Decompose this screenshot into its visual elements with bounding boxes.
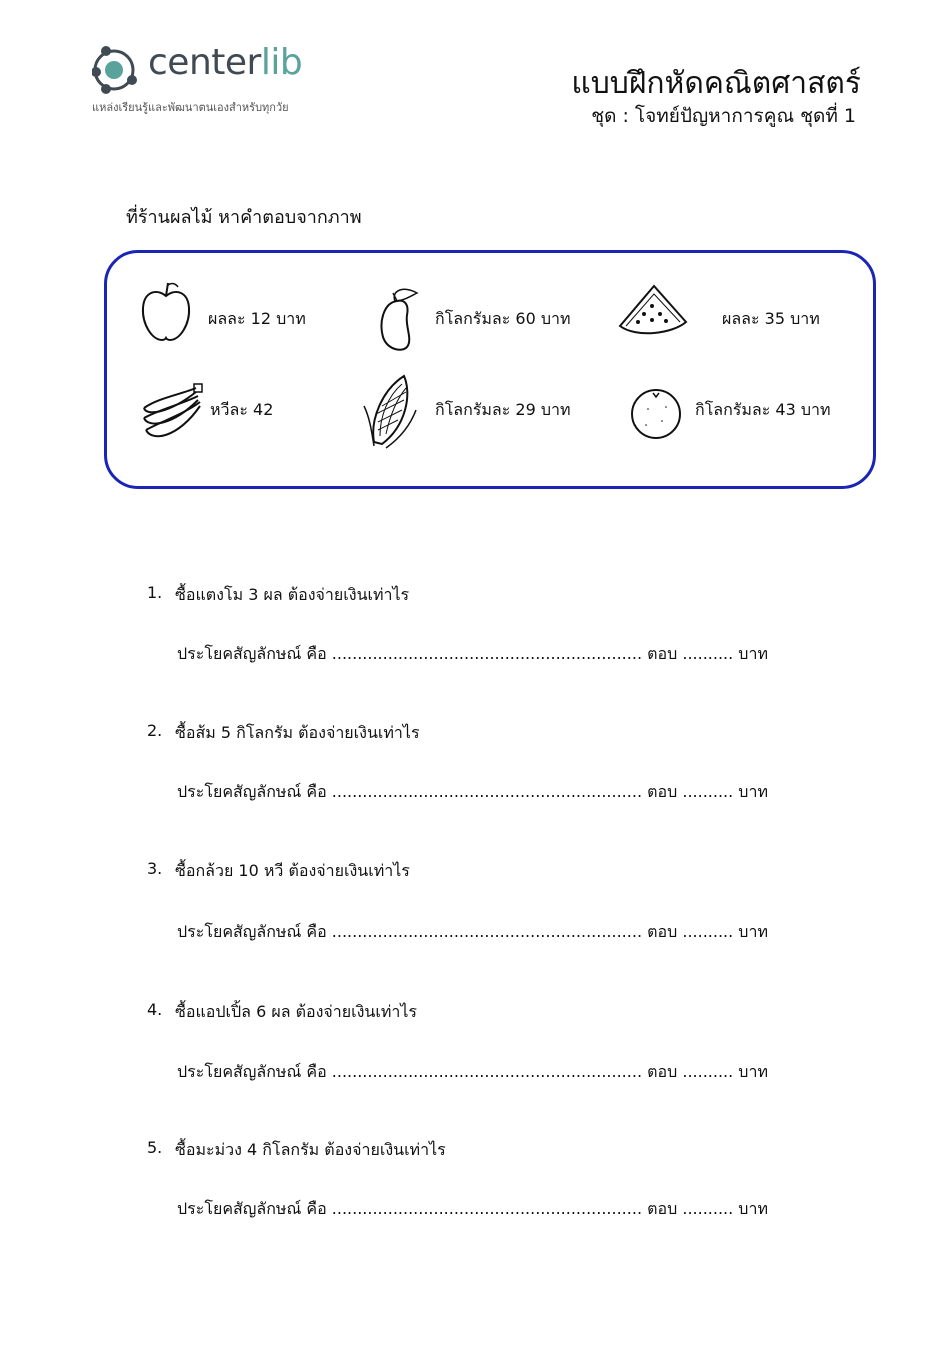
- question-text: ซื้อกล้วย 10 หวี ต้องจ่ายเงินเท่าไร: [175, 861, 410, 880]
- answer-line: ประโยคสัญลักษณ์ คือ ............................................................. ตอบ .......... บาท: [177, 1062, 768, 1081]
- answer-line: ประโยคสัญลักษณ์ คือ ............................................................. ตอบ .......... บาท: [177, 922, 768, 941]
- corn-icon: [360, 370, 422, 452]
- price-label-watermelon: ผลละ 35 บาท: [722, 309, 820, 328]
- question-number: 4.: [147, 1000, 163, 1019]
- page-title: แบบฝึกหัดคณิตศาสตร์: [571, 66, 861, 101]
- price-list-box: [104, 250, 876, 489]
- question-number: 3.: [147, 859, 163, 878]
- question-number: 5.: [147, 1138, 163, 1157]
- price-label-apple: ผลละ 12 บาท: [208, 309, 306, 328]
- logo-tagline: แหล่งเรียนรู้และพัฒนาตนเองสำหรับทุกวัย: [92, 101, 289, 114]
- question-number: 2.: [147, 721, 163, 740]
- banana-icon: [138, 382, 204, 444]
- price-label-orange: กิโลกรัมละ 43 บาท: [695, 400, 831, 419]
- question-number: 1.: [147, 583, 163, 602]
- answer-line: ประโยคสัญลักษณ์ คือ ............................................................. ตอบ .......... บาท: [177, 1199, 768, 1218]
- mango-icon: [373, 283, 425, 355]
- logo: [92, 40, 352, 120]
- page-subtitle: ชุด : โจทย์ปัญหาการคูณ ชุดที่ 1: [591, 105, 856, 127]
- logo-mark-icon: [92, 44, 148, 96]
- apple-icon: [138, 280, 194, 344]
- answer-line: ประโยคสัญลักษณ์ คือ ............................................................. ตอบ .......... บาท: [177, 782, 768, 801]
- question-text: ซื้อแอปเปิ้ล 6 ผล ต้องจ่ายเงินเท่าไร: [175, 1002, 417, 1021]
- question-text: ซื้อแตงโม 3 ผล ต้องจ่ายเงินเท่าไร: [175, 585, 410, 604]
- price-label-banana: หวีละ 42: [210, 400, 274, 419]
- price-label-corn: กิโลกรัมละ 29 บาท: [435, 400, 571, 419]
- price-label-mango: กิโลกรัมละ 60 บาท: [435, 309, 571, 328]
- watermelon-icon: [616, 282, 690, 342]
- question-text: ซื้อมะม่วง 4 กิโลกรัม ต้องจ่ายเงินเท่าไร: [175, 1140, 446, 1159]
- answer-line: ประโยคสัญลักษณ์ คือ ............................................................. ตอบ .......... บาท: [177, 644, 768, 663]
- orange-icon: [628, 385, 684, 441]
- question-text: ซื้อส้ม 5 กิโลกรัม ต้องจ่ายเงินเท่าไร: [175, 723, 420, 742]
- logo-wordmark: centerlib: [148, 42, 303, 83]
- instruction-text: ที่ร้านผลไม้ หาคำตอบจากภาพ: [126, 207, 362, 228]
